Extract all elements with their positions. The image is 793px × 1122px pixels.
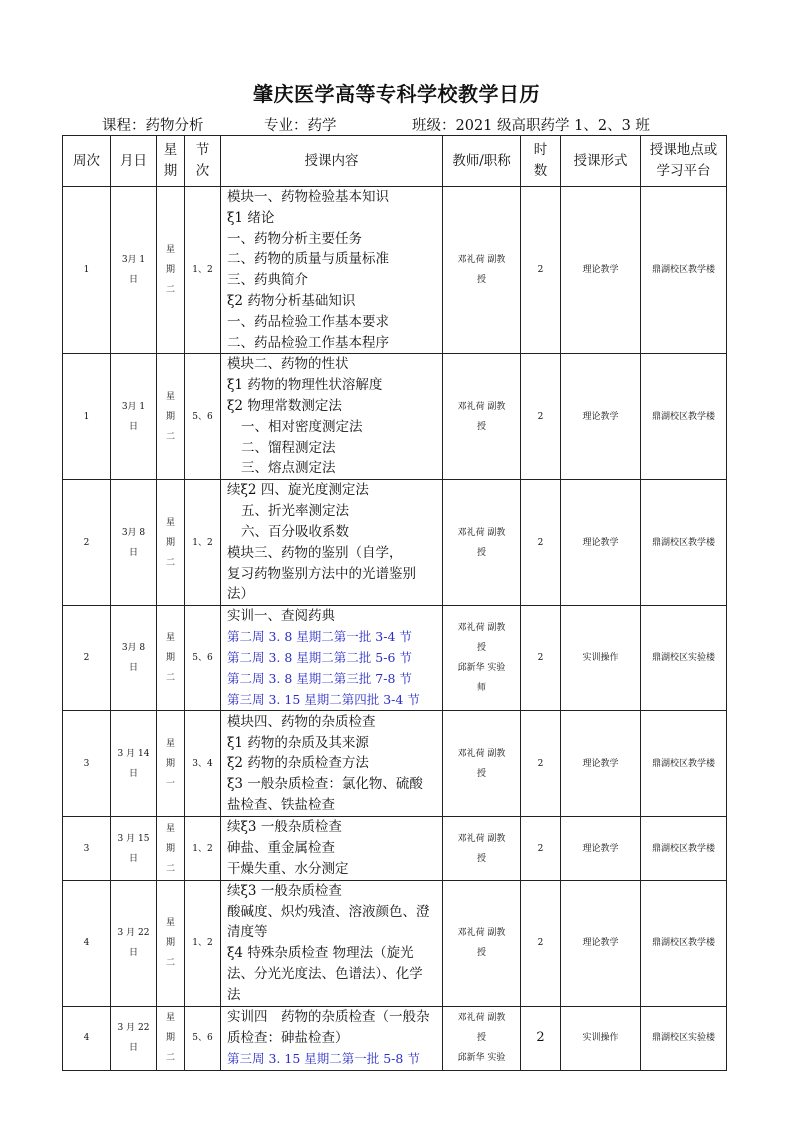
table-row: [63, 480, 727, 606]
cell-content: [221, 606, 443, 711]
teacher-line: 授: [476, 547, 486, 558]
course-label: 课程：药物分析: [102, 118, 204, 134]
teacher-line: 师: [476, 683, 486, 694]
cell-period: 1、2: [185, 817, 221, 880]
cell-week: 2: [63, 606, 111, 711]
content-line: 第三周 3. 15 星期二第一批 5-8 节: [227, 1050, 420, 1066]
cell-form: 理论教学: [561, 354, 641, 480]
content-line: 续ξ3 一般杂质检查: [227, 882, 342, 899]
content-line: ξ4 特殊杂质检查 物理法（旋光: [227, 945, 414, 962]
content-line: 二、药物的质量与质量标准: [227, 251, 389, 268]
cell-location: 鼎湖校区教学楼: [641, 880, 727, 1006]
cell-form: 实训操作: [561, 1006, 641, 1070]
content-line: 干燥失重、水分测定: [227, 860, 349, 877]
cell-date: 3 月 22 日: [111, 880, 157, 1006]
cell-form: 理论教学: [561, 817, 641, 880]
content-line: 质检查：砷盐检查）: [227, 1029, 349, 1046]
header-location: 授课地点或 学习平台: [641, 136, 727, 187]
teacher-line: 邓礼荷 副教: [457, 527, 506, 538]
content-line: ξ1 药物的物理性状溶解度: [227, 377, 383, 394]
cell-form: 实训操作: [561, 606, 641, 711]
table-row: [63, 817, 727, 880]
header-week: 周次: [63, 136, 111, 187]
cell-weekday: 星 期 二: [157, 817, 185, 880]
cell-location: 鼎湖校区教学楼: [641, 817, 727, 880]
cell-content: [221, 817, 443, 880]
content-line: 第二周 3. 8 星期二第三批 7-8 节: [227, 670, 412, 686]
content-line: 法）: [227, 586, 254, 603]
cell-content: [221, 480, 443, 606]
teacher-line: 授: [476, 948, 486, 959]
cell-date: 3月 1 日: [111, 354, 157, 480]
cell-content: [221, 187, 443, 354]
content-line: 二、药品检验工作基本程序: [227, 334, 389, 351]
teacher-line: 邓礼荷 副教: [457, 1013, 506, 1024]
header-form: 授课形式: [561, 136, 641, 187]
cell-week: 4: [63, 1006, 111, 1070]
cell-weekday: 星 期 二: [157, 354, 185, 480]
teaching-calendar-table: [62, 135, 727, 1071]
content-line: 砷盐、重金属检查: [227, 840, 335, 857]
cell-period: 5、6: [185, 1006, 221, 1070]
cell-location: 鼎湖校区教学楼: [641, 711, 727, 817]
content-line: 清度等: [227, 924, 268, 941]
table-row: [63, 711, 727, 817]
content-line: 复习药物鉴别方法中的光谱鉴别: [227, 565, 416, 582]
cell-weekday: 星 期 一: [157, 711, 185, 817]
teacher-line: 授: [476, 275, 486, 286]
cell-location: 鼎湖校区实验楼: [641, 1006, 727, 1070]
content-line: ξ2 物理常数测定法: [227, 398, 342, 415]
cell-date: 3月 1 日: [111, 187, 157, 354]
table-row: [63, 354, 727, 480]
content-line: 第三周 3. 15 星期二第四批 3-4 节: [227, 691, 420, 707]
cell-teacher: [443, 1006, 521, 1070]
teacher-line: 邓礼荷 副教: [457, 623, 506, 634]
cell-location: 鼎湖校区教学楼: [641, 187, 727, 354]
cell-weekday: 星 期 二: [157, 1006, 185, 1070]
content-line: 续ξ3 一般杂质检查: [227, 819, 342, 836]
teacher-line: 邓礼荷 副教: [457, 748, 506, 759]
cell-location: 鼎湖校区教学楼: [641, 480, 727, 606]
cell-form: 理论教学: [561, 480, 641, 606]
cell-form: 理论教学: [561, 187, 641, 354]
header-hours: 时 数: [521, 136, 561, 187]
cell-date: 3月 8 日: [111, 606, 157, 711]
content-line: 酸碱度、炽灼残渣、溶液颜色、澄: [227, 903, 430, 920]
cell-hours: 2: [521, 711, 561, 817]
teacher-line: 授: [476, 853, 486, 864]
cell-content: [221, 354, 443, 480]
cell-weekday: 星 期 二: [157, 480, 185, 606]
table-row: [63, 1006, 727, 1070]
content-line: 模块三、药物的鉴别（自学，: [227, 544, 403, 561]
table-row: [63, 606, 727, 711]
cell-date: 3 月 14 日: [111, 711, 157, 817]
teacher-line: 邓礼荷 副教: [457, 255, 506, 266]
cell-date: 3 月 15 日: [111, 817, 157, 880]
content-line: ξ1 绪论: [227, 209, 275, 226]
cell-content: [221, 880, 443, 1006]
content-line: 法: [227, 986, 241, 1003]
content-line: 一、药物分析主要任务: [227, 230, 362, 247]
cell-date: 3月 8 日: [111, 480, 157, 606]
content-line: ξ1 药物的杂质及其来源: [227, 734, 369, 751]
teacher-line: 邱新华 实验: [457, 663, 506, 674]
teacher-line: 授: [476, 768, 486, 779]
cell-period: 1、2: [185, 880, 221, 1006]
cell-content: [221, 711, 443, 817]
cell-teacher: [443, 187, 521, 354]
content-line: 五、折光率测定法: [241, 503, 349, 520]
cell-week: 3: [63, 711, 111, 817]
class-label: 班级：2021 级高职药学 1、2、3 班: [412, 118, 650, 134]
content-line: ξ3 一般杂质检查：氯化物、硫酸: [227, 776, 423, 793]
cell-teacher: [443, 354, 521, 480]
cell-weekday: 星 期 二: [157, 880, 185, 1006]
content-line: 实训四 药物的杂质检查（一般杂: [227, 1009, 430, 1026]
cell-hours: 2: [521, 817, 561, 880]
cell-week: 1: [63, 354, 111, 480]
teacher-line: 授: [476, 1033, 486, 1044]
content-line: 第二周 3. 8 星期二第二批 5-6 节: [227, 649, 412, 665]
cell-weekday: 星 期 二: [157, 606, 185, 711]
content-line: 实训一、查阅药典: [227, 608, 335, 625]
teacher-line: 邓礼荷 副教: [457, 833, 506, 844]
header-period: 节 次: [185, 136, 221, 187]
cell-hours: 2: [521, 880, 561, 1006]
content-line: 六、百分吸收系数: [241, 524, 349, 541]
course-meta: [62, 114, 726, 134]
table-row: [63, 880, 727, 1006]
cell-period: 5、6: [185, 354, 221, 480]
content-line: 模块四、药物的杂质检查: [227, 713, 376, 730]
teacher-line: 邱新华 实验: [457, 1053, 506, 1064]
content-line: 续ξ2 四、旋光度测定法: [227, 482, 369, 499]
content-line: 三、药典简介: [227, 272, 308, 289]
page-title: 肇庆医学高等专科学校教学日历: [253, 82, 540, 106]
cell-period: 3、4: [185, 711, 221, 817]
teacher-line: 邓礼荷 副教: [457, 928, 506, 939]
cell-hours: 2: [521, 354, 561, 480]
cell-hours: 2: [521, 480, 561, 606]
header-teacher: 教师/职称: [443, 136, 521, 187]
header-content: 授课内容: [221, 136, 443, 187]
cell-hours: 2: [521, 187, 561, 354]
cell-week: 4: [63, 880, 111, 1006]
cell-location: 鼎湖校区教学楼: [641, 354, 727, 480]
cell-content: [221, 1006, 443, 1070]
cell-location: 鼎湖校区实验楼: [641, 606, 727, 711]
cell-date: 3 月 22 日: [111, 1006, 157, 1070]
cell-teacher: [443, 480, 521, 606]
cell-week: 1: [63, 187, 111, 354]
content-line: 第二周 3. 8 星期二第一批 3-4 节: [227, 629, 412, 645]
header-weekday: 星 期: [157, 136, 185, 187]
content-line: ξ2 药物分析基础知识: [227, 292, 356, 309]
content-line: 一、药品检验工作基本要求: [227, 313, 389, 330]
table-header-row: [63, 136, 727, 187]
teacher-line: 授: [476, 643, 486, 654]
cell-teacher: [443, 880, 521, 1006]
content-line: 一、相对密度测定法: [241, 418, 363, 435]
cell-form: 理论教学: [561, 711, 641, 817]
content-line: ξ2 药物的杂质检查方法: [227, 755, 369, 772]
cell-period: 1、2: [185, 480, 221, 606]
cell-period: 1、2: [185, 187, 221, 354]
cell-teacher: [443, 606, 521, 711]
teacher-line: 授: [476, 421, 486, 432]
cell-hours: 2: [521, 606, 561, 711]
cell-teacher: [443, 711, 521, 817]
teacher-line: 邓礼荷 副教: [457, 401, 506, 412]
cell-teacher: [443, 817, 521, 880]
major-label: 专业：药学: [264, 118, 337, 134]
cell-week: 2: [63, 480, 111, 606]
content-line: 二、馏程测定法: [241, 439, 336, 456]
table-row: [63, 187, 727, 354]
content-line: 三、熔点测定法: [241, 460, 336, 477]
cell-week: 3: [63, 817, 111, 880]
content-line: 盐检查、铁盐检查: [227, 797, 335, 814]
header-date: 月日: [111, 136, 157, 187]
cell-period: 5、6: [185, 606, 221, 711]
cell-hours: 2: [521, 1006, 561, 1070]
content-line: 法、分光光度法、色谱法）、化学: [227, 966, 423, 983]
content-line: 模块一、药物检验基本知识: [227, 189, 389, 205]
cell-form: 理论教学: [561, 880, 641, 1006]
content-line: 模块二、药物的性状: [227, 356, 349, 373]
cell-weekday: 星 期 二: [157, 187, 185, 354]
